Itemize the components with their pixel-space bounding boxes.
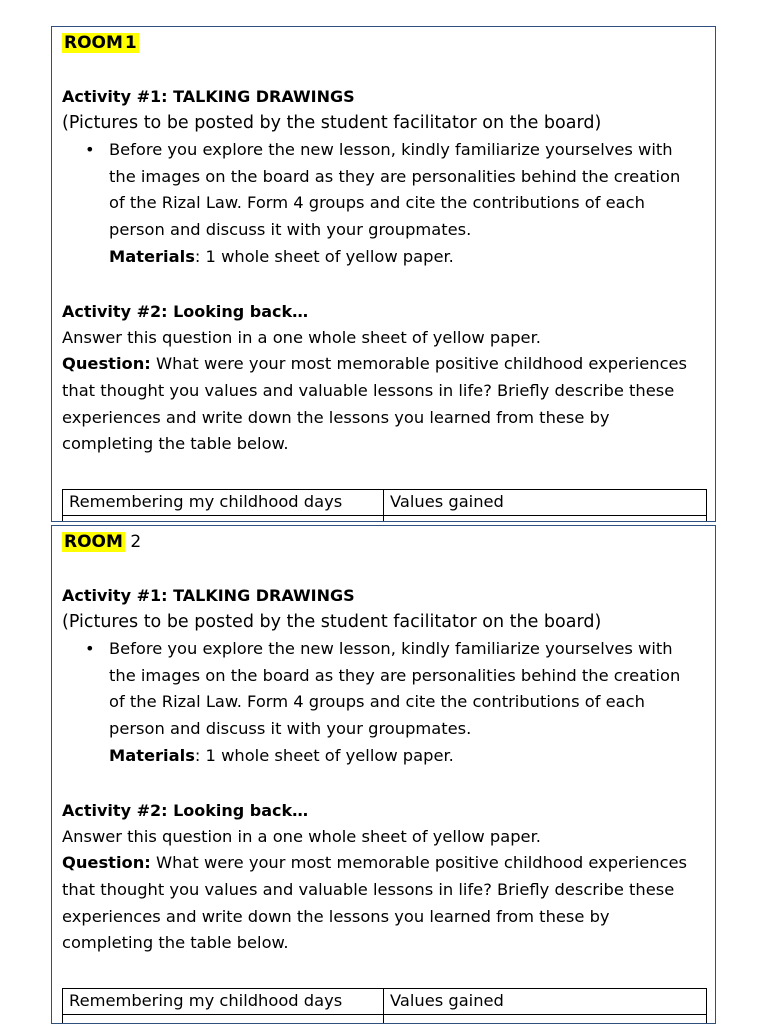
question-line: that thought you values and valuable lessons in life? Briefly describe these — [62, 879, 675, 899]
table-row — [63, 516, 707, 523]
bullet-line: Before you explore the new lesson, kindly familiarize yourselves with — [109, 140, 673, 159]
bullet-line: of the Rizal Law. Form 4 groups and cite the contributions of each — [109, 692, 645, 712]
question-line: experiences and write down the lessons you learned from these by — [62, 407, 610, 427]
room-heading — [62, 529, 707, 555]
question-line: experiences and write down the lessons you learned from these by — [62, 906, 610, 926]
materials-label: Materials — [109, 246, 195, 266]
table-row — [63, 1015, 707, 1024]
table-row — [63, 989, 707, 1015]
room-label: ROOM — [64, 33, 123, 53]
bullet-line: the images on the board as they are personalities behind the creation — [109, 665, 681, 685]
room-number: 2 — [124, 532, 142, 552]
activity-1-list — [62, 636, 707, 770]
activity-1-subtitle: (Pictures to be posted by the student facilitator on the board) — [62, 612, 602, 632]
list-item — [85, 636, 707, 770]
table-cell — [384, 1015, 707, 1024]
activity-1-title: Activity #1: TALKING DRAWINGS — [62, 586, 355, 605]
bullet-line: the images on the board as they are personalities behind the creation — [109, 166, 681, 186]
table-cell — [384, 516, 707, 523]
table-header-cell: Values gained — [384, 989, 707, 1015]
activity-2-instruction: Answer this question in a one whole sheet of yellow paper. — [62, 327, 541, 347]
materials-line — [109, 244, 707, 271]
question-line: completing the table below. — [62, 933, 289, 953]
bullet-icon: • — [85, 639, 95, 658]
question-label: Question: — [62, 853, 151, 873]
table-header-cell: Remembering my childhood days — [63, 989, 384, 1015]
activity-1-subtitle: (Pictures to be posted by the student facilitator on the board) — [62, 113, 602, 133]
room-number: 1 — [124, 33, 137, 53]
list-item — [85, 137, 707, 271]
table-row — [63, 490, 707, 516]
materials-label: Materials — [109, 745, 195, 765]
bullet-line: person and discuss it with your groupmates. — [109, 220, 472, 240]
activity-1-list — [62, 137, 707, 271]
question-line: What were your most memorable positive childhood experiences — [150, 853, 688, 873]
bullet-line: person and discuss it with your groupmates. — [109, 719, 472, 739]
table-cell — [63, 1015, 384, 1024]
table-cell — [63, 516, 384, 523]
activity-2-title: Activity #2: Looking back… — [62, 301, 309, 321]
question-paragraph — [62, 850, 707, 957]
room-2-content — [62, 529, 707, 957]
bullet-line: of the Rizal Law. Form 4 groups and cite the contributions of each — [109, 193, 645, 213]
room-2-section — [51, 525, 716, 1024]
activity-1-title: Activity #1: TALKING DRAWINGS — [62, 87, 355, 106]
activity-2-instruction: Answer this question in a one whole sheet of yellow paper. — [62, 826, 541, 846]
room-heading — [62, 30, 707, 56]
question-line: completing the table below. — [62, 434, 289, 454]
question-label: Question: — [62, 354, 151, 374]
question-line: that thought you values and valuable lessons in life? Briefly describe these — [62, 380, 675, 400]
childhood-table — [62, 489, 707, 522]
bullet-icon: • — [85, 140, 95, 159]
childhood-table — [62, 988, 707, 1024]
bullet-line: Before you explore the new lesson, kindly familiarize yourselves with — [109, 639, 673, 658]
activity-2-title: Activity #2: Looking back… — [62, 800, 309, 820]
table-header-cell: Remembering my childhood days — [63, 490, 384, 516]
materials-text: : 1 whole sheet of yellow paper. — [194, 745, 454, 765]
materials-line — [109, 743, 707, 770]
materials-text: : 1 whole sheet of yellow paper. — [194, 246, 454, 266]
room-1-content — [62, 30, 707, 458]
question-paragraph — [62, 351, 707, 458]
question-line: What were your most memorable positive childhood experiences — [150, 354, 688, 374]
room-1-section — [51, 26, 716, 522]
room-label: ROOM — [64, 532, 123, 552]
table-header-cell: Values gained — [384, 490, 707, 516]
